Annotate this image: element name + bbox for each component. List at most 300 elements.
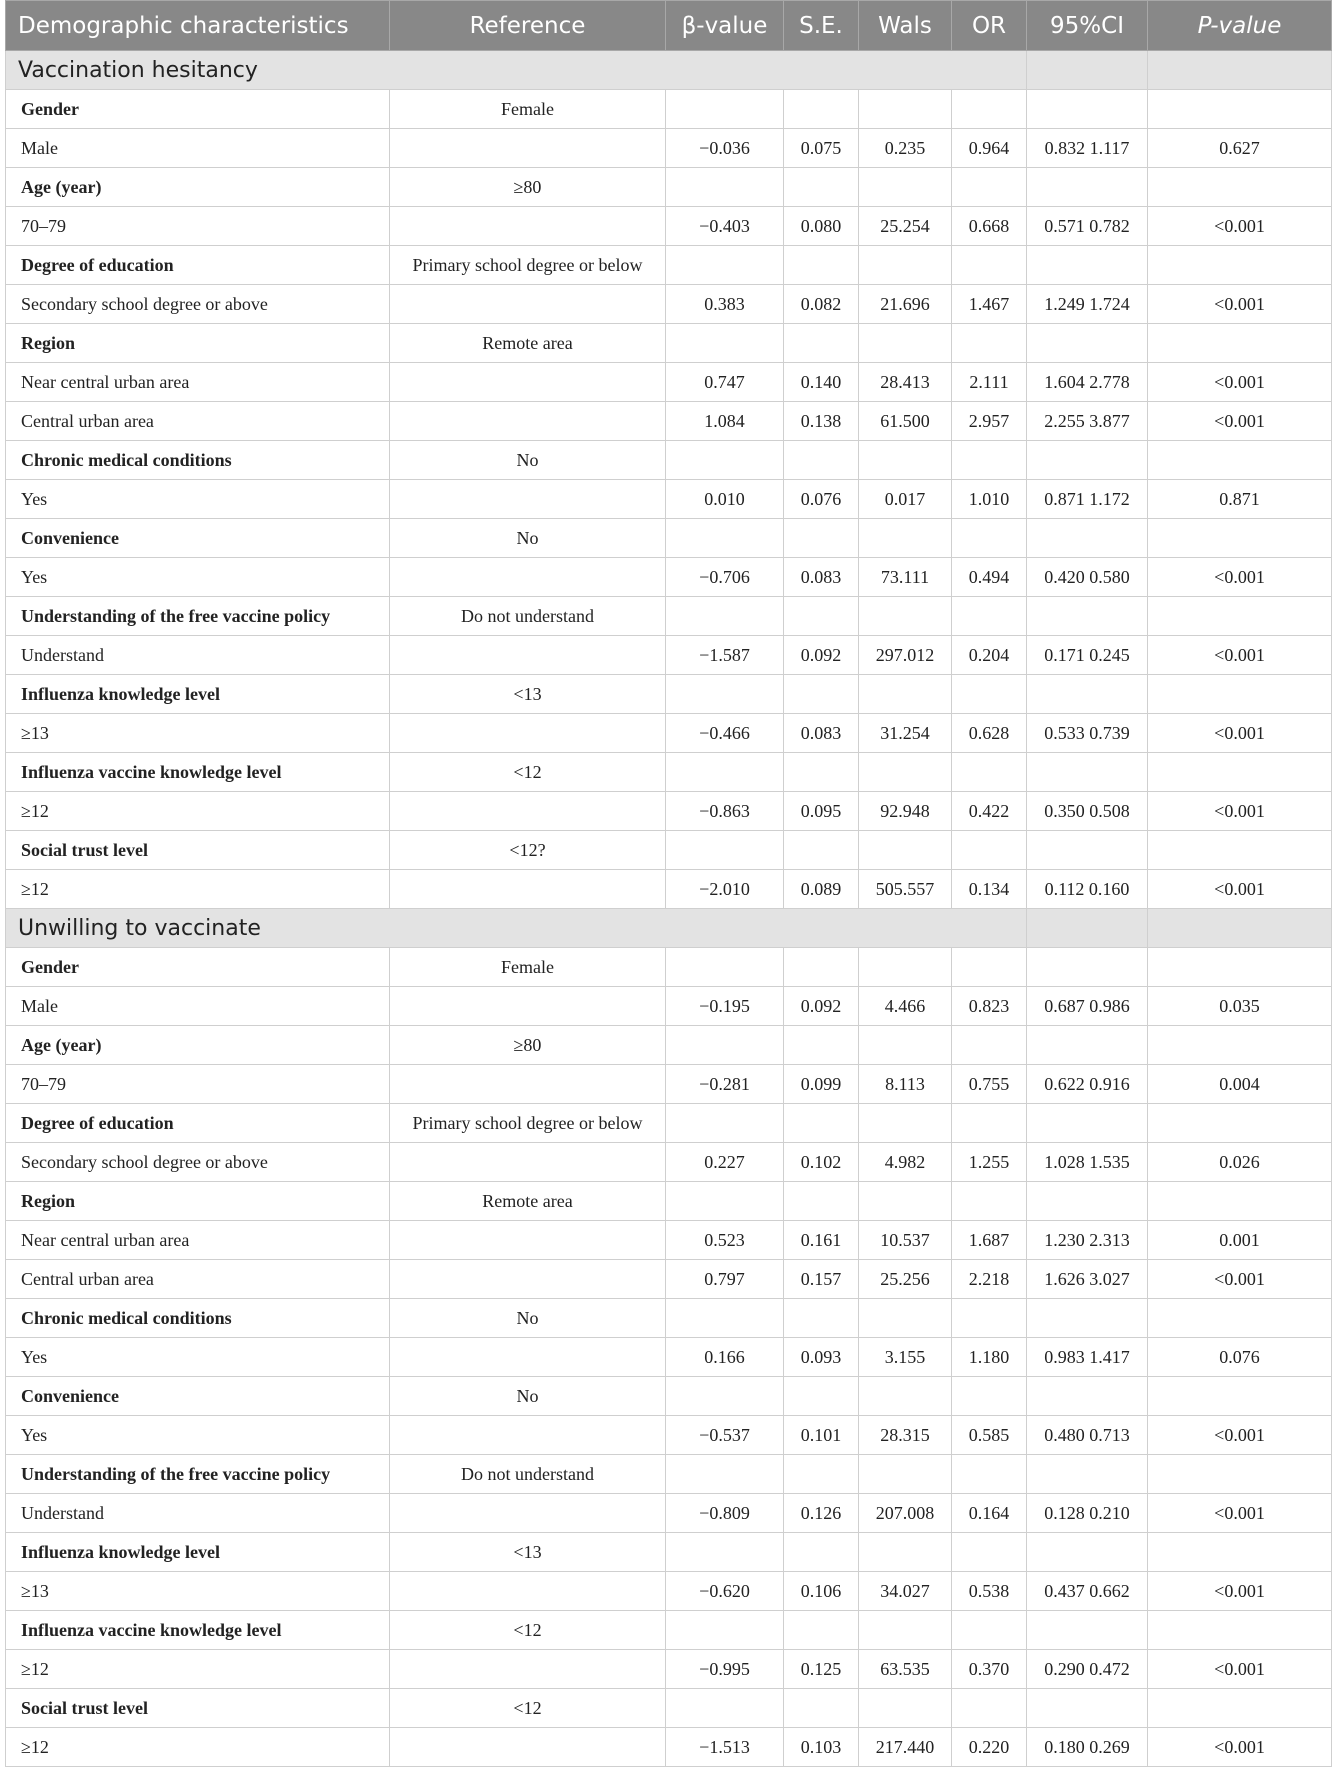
se-cell: 0.093 xyxy=(784,1338,859,1377)
se-cell xyxy=(784,441,859,480)
pvalue-cell: <0.001 xyxy=(1148,870,1332,909)
table-row xyxy=(6,1728,1332,1767)
beta-cell: 0.166 xyxy=(666,1338,784,1377)
ci-cell xyxy=(1027,519,1148,558)
pvalue-cell: <0.001 xyxy=(1148,1416,1332,1455)
variable-name-cell: Degree of education xyxy=(6,246,390,285)
reference-cell xyxy=(390,480,666,519)
table-row xyxy=(6,558,1332,597)
variable-row xyxy=(6,1455,1332,1494)
reference-cell: No xyxy=(390,1299,666,1338)
wals-cell xyxy=(859,168,952,207)
se-cell: 0.102 xyxy=(784,1143,859,1182)
header-row xyxy=(6,1,1332,51)
table-row xyxy=(6,480,1332,519)
variable-row xyxy=(6,753,1332,792)
variable-name-cell: Gender xyxy=(6,90,390,129)
variable-row xyxy=(6,948,1332,987)
variable-row xyxy=(6,675,1332,714)
variable-name-cell: Convenience xyxy=(6,519,390,558)
or-cell xyxy=(952,441,1027,480)
ci-cell: 0.420 0.580 xyxy=(1027,558,1148,597)
reference-cell: <12 xyxy=(390,753,666,792)
ci-cell: 0.832 1.117 xyxy=(1027,129,1148,168)
variable-row xyxy=(6,1026,1332,1065)
wals-cell: 28.413 xyxy=(859,363,952,402)
or-cell xyxy=(952,90,1027,129)
section-title: Unwilling to vaccinate xyxy=(6,909,1027,948)
se-cell: 0.138 xyxy=(784,402,859,441)
or-cell: 0.204 xyxy=(952,636,1027,675)
wals-cell xyxy=(859,1026,952,1065)
ci-cell: 0.480 0.713 xyxy=(1027,1416,1148,1455)
reference-cell xyxy=(390,1494,666,1533)
variable-name-cell: Influenza vaccine knowledge level xyxy=(6,753,390,792)
pvalue-cell xyxy=(1148,1689,1332,1728)
variable-row xyxy=(6,90,1332,129)
wals-cell xyxy=(859,831,952,870)
se-cell xyxy=(784,1299,859,1338)
variable-name-cell: Convenience xyxy=(6,1377,390,1416)
reference-cell: Female xyxy=(390,90,666,129)
table-row xyxy=(6,987,1332,1026)
beta-cell xyxy=(666,90,784,129)
se-cell xyxy=(784,675,859,714)
or-cell: 2.957 xyxy=(952,402,1027,441)
variable-name-cell: Social trust level xyxy=(6,831,390,870)
beta-cell xyxy=(666,324,784,363)
pvalue-cell: <0.001 xyxy=(1148,792,1332,831)
ci-cell xyxy=(1027,597,1148,636)
reference-cell: <13 xyxy=(390,1533,666,1572)
pvalue-cell xyxy=(1148,753,1332,792)
beta-cell: −0.620 xyxy=(666,1572,784,1611)
or-cell xyxy=(952,324,1027,363)
pvalue-cell: <0.001 xyxy=(1148,1260,1332,1299)
header-beta: β-value xyxy=(666,1,784,51)
wals-cell xyxy=(859,1377,952,1416)
wals-cell xyxy=(859,1299,952,1338)
category-cell: Understand xyxy=(6,1494,390,1533)
ci-cell: 2.255 3.877 xyxy=(1027,402,1148,441)
wals-cell xyxy=(859,324,952,363)
category-cell: ≥13 xyxy=(6,1572,390,1611)
variable-row xyxy=(6,324,1332,363)
reference-cell xyxy=(390,558,666,597)
pvalue-cell xyxy=(1148,1377,1332,1416)
reference-cell xyxy=(390,1728,666,1767)
category-cell: ≥12 xyxy=(6,1650,390,1689)
pvalue-cell xyxy=(1148,1533,1332,1572)
variable-name-cell: Understanding of the free vaccine policy xyxy=(6,1455,390,1494)
beta-cell: 1.084 xyxy=(666,402,784,441)
or-cell xyxy=(952,246,1027,285)
beta-cell xyxy=(666,1026,784,1065)
reference-cell: No xyxy=(390,1377,666,1416)
pvalue-cell xyxy=(1148,168,1332,207)
beta-cell: −1.513 xyxy=(666,1728,784,1767)
variable-row xyxy=(6,246,1332,285)
pvalue-cell: 0.026 xyxy=(1148,1143,1332,1182)
ci-cell xyxy=(1027,1533,1148,1572)
or-cell: 0.628 xyxy=(952,714,1027,753)
or-cell: 1.010 xyxy=(952,480,1027,519)
pvalue-cell xyxy=(1148,1455,1332,1494)
reference-cell xyxy=(390,207,666,246)
beta-cell xyxy=(666,831,784,870)
se-cell xyxy=(784,1455,859,1494)
table-row xyxy=(6,285,1332,324)
category-cell: Yes xyxy=(6,480,390,519)
wals-cell: 28.315 xyxy=(859,1416,952,1455)
table-row xyxy=(6,1494,1332,1533)
se-cell: 0.082 xyxy=(784,285,859,324)
reference-cell: <13 xyxy=(390,675,666,714)
or-cell: 0.585 xyxy=(952,1416,1027,1455)
ci-cell xyxy=(1027,831,1148,870)
reference-cell xyxy=(390,1338,666,1377)
ci-cell: 1.230 2.313 xyxy=(1027,1221,1148,1260)
ci-cell: 0.290 0.472 xyxy=(1027,1650,1148,1689)
reference-cell xyxy=(390,1650,666,1689)
category-cell: ≥13 xyxy=(6,714,390,753)
wals-cell: 25.254 xyxy=(859,207,952,246)
category-cell: Central urban area xyxy=(6,1260,390,1299)
reference-cell: Do not understand xyxy=(390,1455,666,1494)
pvalue-cell: <0.001 xyxy=(1148,714,1332,753)
or-cell: 2.218 xyxy=(952,1260,1027,1299)
beta-cell: −0.537 xyxy=(666,1416,784,1455)
ci-cell: 1.626 3.027 xyxy=(1027,1260,1148,1299)
beta-cell: 0.227 xyxy=(666,1143,784,1182)
se-cell: 0.092 xyxy=(784,987,859,1026)
or-cell: 1.180 xyxy=(952,1338,1027,1377)
pvalue-cell: <0.001 xyxy=(1148,207,1332,246)
wals-cell xyxy=(859,753,952,792)
wals-cell: 21.696 xyxy=(859,285,952,324)
beta-cell xyxy=(666,246,784,285)
reference-cell: Primary school degree or below xyxy=(390,246,666,285)
se-cell: 0.103 xyxy=(784,1728,859,1767)
se-cell: 0.126 xyxy=(784,1494,859,1533)
wals-cell xyxy=(859,1455,952,1494)
regression-table xyxy=(5,0,1332,1767)
category-cell: ≥12 xyxy=(6,792,390,831)
category-cell: Yes xyxy=(6,1416,390,1455)
se-cell xyxy=(784,1611,859,1650)
category-cell: 70–79 xyxy=(6,207,390,246)
variable-name-cell: Influenza vaccine knowledge level xyxy=(6,1611,390,1650)
beta-cell: −0.466 xyxy=(666,714,784,753)
ci-cell xyxy=(1027,168,1148,207)
or-cell xyxy=(952,948,1027,987)
ci-cell: 0.437 0.662 xyxy=(1027,1572,1148,1611)
pvalue-cell xyxy=(1148,1299,1332,1338)
or-cell: 0.755 xyxy=(952,1065,1027,1104)
or-cell: 2.111 xyxy=(952,363,1027,402)
beta-cell: 0.523 xyxy=(666,1221,784,1260)
reference-cell xyxy=(390,1260,666,1299)
table-row xyxy=(6,1572,1332,1611)
ci-cell xyxy=(1027,1026,1148,1065)
or-cell: 0.220 xyxy=(952,1728,1027,1767)
reference-cell xyxy=(390,1221,666,1260)
ci-cell: 0.128 0.210 xyxy=(1027,1494,1148,1533)
or-cell xyxy=(952,753,1027,792)
beta-cell: −1.587 xyxy=(666,636,784,675)
reference-cell xyxy=(390,636,666,675)
se-cell xyxy=(784,246,859,285)
ci-cell xyxy=(1027,753,1148,792)
wals-cell xyxy=(859,597,952,636)
beta-cell: 0.010 xyxy=(666,480,784,519)
pvalue-cell: 0.627 xyxy=(1148,129,1332,168)
pvalue-cell: <0.001 xyxy=(1148,1572,1332,1611)
ci-cell xyxy=(1027,324,1148,363)
reference-cell: Primary school degree or below xyxy=(390,1104,666,1143)
category-cell: ≥12 xyxy=(6,1728,390,1767)
beta-cell: −0.403 xyxy=(666,207,784,246)
variable-row xyxy=(6,597,1332,636)
table-row xyxy=(6,1416,1332,1455)
reference-cell: Remote area xyxy=(390,1182,666,1221)
beta-cell: −0.281 xyxy=(666,1065,784,1104)
table-row xyxy=(6,1221,1332,1260)
table-row xyxy=(6,1650,1332,1689)
header-se: S.E. xyxy=(784,1,859,51)
section-blank-cell xyxy=(1027,909,1148,948)
se-cell: 0.075 xyxy=(784,129,859,168)
table-row xyxy=(6,714,1332,753)
beta-cell: −0.195 xyxy=(666,987,784,1026)
se-cell xyxy=(784,519,859,558)
reference-cell xyxy=(390,987,666,1026)
reference-cell xyxy=(390,1572,666,1611)
variable-row xyxy=(6,441,1332,480)
variable-row xyxy=(6,1104,1332,1143)
wals-cell xyxy=(859,246,952,285)
beta-cell xyxy=(666,1182,784,1221)
wals-cell: 25.256 xyxy=(859,1260,952,1299)
pvalue-cell: 0.004 xyxy=(1148,1065,1332,1104)
variable-row xyxy=(6,1611,1332,1650)
se-cell xyxy=(784,168,859,207)
beta-cell xyxy=(666,519,784,558)
reference-cell xyxy=(390,363,666,402)
pvalue-cell: 0.871 xyxy=(1148,480,1332,519)
se-cell: 0.076 xyxy=(784,480,859,519)
wals-cell: 63.535 xyxy=(859,1650,952,1689)
beta-cell xyxy=(666,1104,784,1143)
wals-cell: 297.012 xyxy=(859,636,952,675)
category-cell: Yes xyxy=(6,1338,390,1377)
table-row xyxy=(6,363,1332,402)
table-row xyxy=(6,870,1332,909)
se-cell xyxy=(784,1104,859,1143)
se-cell xyxy=(784,597,859,636)
or-cell: 0.370 xyxy=(952,1650,1027,1689)
category-cell: 70–79 xyxy=(6,1065,390,1104)
or-cell: 0.164 xyxy=(952,1494,1027,1533)
section-header-row xyxy=(6,909,1332,948)
or-cell xyxy=(952,1533,1027,1572)
or-cell xyxy=(952,1455,1027,1494)
category-cell: ≥12 xyxy=(6,870,390,909)
ci-cell: 0.622 0.916 xyxy=(1027,1065,1148,1104)
or-cell: 0.668 xyxy=(952,207,1027,246)
reference-cell xyxy=(390,402,666,441)
ci-cell xyxy=(1027,1104,1148,1143)
pvalue-cell xyxy=(1148,1182,1332,1221)
or-cell xyxy=(952,1689,1027,1728)
se-cell xyxy=(784,90,859,129)
ci-cell xyxy=(1027,1611,1148,1650)
or-cell: 1.255 xyxy=(952,1143,1027,1182)
se-cell: 0.140 xyxy=(784,363,859,402)
header-pvalue xyxy=(1148,1,1332,51)
variable-name-cell: Region xyxy=(6,324,390,363)
pvalue-cell xyxy=(1148,948,1332,987)
or-cell xyxy=(952,675,1027,714)
header-or: OR xyxy=(952,1,1027,51)
wals-cell: 3.155 xyxy=(859,1338,952,1377)
wals-cell xyxy=(859,675,952,714)
wals-cell: 61.500 xyxy=(859,402,952,441)
reference-cell xyxy=(390,129,666,168)
pvalue-cell: 0.035 xyxy=(1148,987,1332,1026)
or-cell: 1.467 xyxy=(952,285,1027,324)
table-body xyxy=(6,51,1332,1767)
se-cell xyxy=(784,1533,859,1572)
wals-cell: 207.008 xyxy=(859,1494,952,1533)
table-row xyxy=(6,1065,1332,1104)
se-cell: 0.106 xyxy=(784,1572,859,1611)
or-cell: 1.687 xyxy=(952,1221,1027,1260)
beta-cell: 0.797 xyxy=(666,1260,784,1299)
wals-cell: 73.111 xyxy=(859,558,952,597)
variable-row xyxy=(6,1533,1332,1572)
se-cell xyxy=(784,1689,859,1728)
variable-name-cell: Degree of education xyxy=(6,1104,390,1143)
pvalue-cell: <0.001 xyxy=(1148,1650,1332,1689)
reference-cell: No xyxy=(390,519,666,558)
beta-cell xyxy=(666,948,784,987)
pvalue-cell: <0.001 xyxy=(1148,558,1332,597)
pvalue-cell: <0.001 xyxy=(1148,636,1332,675)
wals-cell: 0.017 xyxy=(859,480,952,519)
section-header-row xyxy=(6,51,1332,90)
category-cell: Yes xyxy=(6,558,390,597)
wals-cell xyxy=(859,1182,952,1221)
reference-cell: No xyxy=(390,441,666,480)
table-row xyxy=(6,1260,1332,1299)
section-title: Vaccination hesitancy xyxy=(6,51,1027,90)
wals-cell: 0.235 xyxy=(859,129,952,168)
reference-cell: <12 xyxy=(390,1611,666,1650)
or-cell: 0.422 xyxy=(952,792,1027,831)
ci-cell: 0.112 0.160 xyxy=(1027,870,1148,909)
wals-cell xyxy=(859,519,952,558)
variable-name-cell: Chronic medical conditions xyxy=(6,441,390,480)
beta-cell xyxy=(666,597,784,636)
reference-cell: ≥80 xyxy=(390,1026,666,1065)
header-reference: Reference xyxy=(390,1,666,51)
or-cell xyxy=(952,1026,1027,1065)
ci-cell: 1.604 2.778 xyxy=(1027,363,1148,402)
beta-cell xyxy=(666,675,784,714)
wals-cell: 505.557 xyxy=(859,870,952,909)
ci-cell xyxy=(1027,90,1148,129)
ci-cell xyxy=(1027,948,1148,987)
section-blank-cell xyxy=(1148,51,1332,90)
pvalue-cell: <0.001 xyxy=(1148,1728,1332,1767)
variable-name-cell: Region xyxy=(6,1182,390,1221)
variable-name-cell: Influenza knowledge level xyxy=(6,675,390,714)
variable-row xyxy=(6,831,1332,870)
se-cell xyxy=(784,831,859,870)
variable-row xyxy=(6,1182,1332,1221)
se-cell: 0.161 xyxy=(784,1221,859,1260)
variable-row xyxy=(6,1299,1332,1338)
category-cell: Secondary school degree or above xyxy=(6,285,390,324)
pvalue-cell xyxy=(1148,246,1332,285)
header-demographic: Demographic characteristics xyxy=(6,1,390,51)
header-ci: 95%CI xyxy=(1027,1,1148,51)
category-cell: Near central urban area xyxy=(6,1221,390,1260)
ci-cell: 0.171 0.245 xyxy=(1027,636,1148,675)
variable-name-cell: Gender xyxy=(6,948,390,987)
ci-cell xyxy=(1027,1377,1148,1416)
se-cell: 0.092 xyxy=(784,636,859,675)
se-cell xyxy=(784,1377,859,1416)
section-blank-cell xyxy=(1148,909,1332,948)
reference-cell xyxy=(390,870,666,909)
beta-cell xyxy=(666,1377,784,1416)
ci-cell: 0.180 0.269 xyxy=(1027,1728,1148,1767)
reference-cell xyxy=(390,1065,666,1104)
or-cell xyxy=(952,1104,1027,1143)
reference-cell xyxy=(390,1416,666,1455)
wals-cell: 8.113 xyxy=(859,1065,952,1104)
or-cell: 0.964 xyxy=(952,129,1027,168)
variable-name-cell: Age (year) xyxy=(6,168,390,207)
ci-cell: 0.983 1.417 xyxy=(1027,1338,1148,1377)
pvalue-cell xyxy=(1148,90,1332,129)
table-row xyxy=(6,207,1332,246)
pvalue-cell: <0.001 xyxy=(1148,363,1332,402)
pvalue-cell xyxy=(1148,831,1332,870)
or-cell: 0.494 xyxy=(952,558,1027,597)
beta-cell xyxy=(666,1299,784,1338)
wals-cell xyxy=(859,1533,952,1572)
reference-cell: <12 xyxy=(390,1689,666,1728)
category-cell: Secondary school degree or above xyxy=(6,1143,390,1182)
wals-cell: 31.254 xyxy=(859,714,952,753)
se-cell: 0.080 xyxy=(784,207,859,246)
se-cell: 0.083 xyxy=(784,714,859,753)
wals-cell xyxy=(859,1611,952,1650)
table-row xyxy=(6,1338,1332,1377)
ci-cell: 0.687 0.986 xyxy=(1027,987,1148,1026)
ci-cell: 1.249 1.724 xyxy=(1027,285,1148,324)
beta-cell xyxy=(666,1455,784,1494)
or-cell: 0.538 xyxy=(952,1572,1027,1611)
table-row xyxy=(6,402,1332,441)
se-cell xyxy=(784,948,859,987)
or-cell xyxy=(952,1611,1027,1650)
wals-cell: 4.466 xyxy=(859,987,952,1026)
reference-cell xyxy=(390,1143,666,1182)
